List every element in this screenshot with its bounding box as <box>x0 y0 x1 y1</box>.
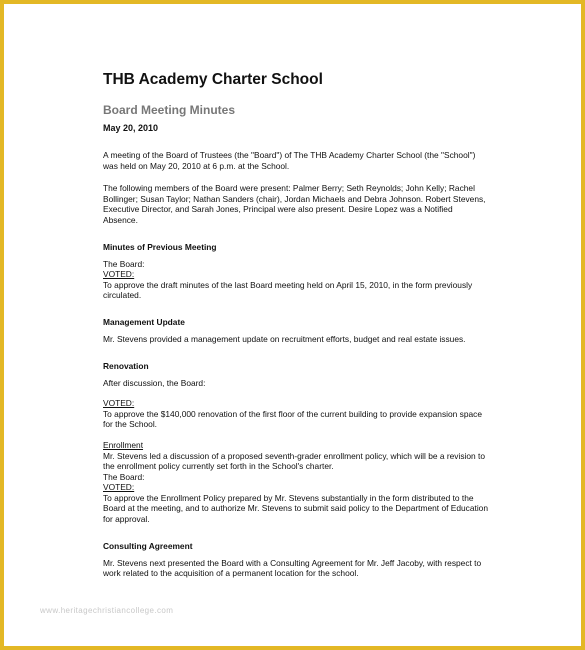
watermark: www.heritagechristiancollege.com <box>40 606 174 615</box>
document-subtitle: Board Meeting Minutes <box>103 103 236 117</box>
meeting-date: May 20, 2010 <box>103 123 159 133</box>
voted-label: VOTED: <box>103 482 135 493</box>
section-heading-management-update: Management Update <box>103 316 185 327</box>
voted-label: VOTED: <box>103 269 135 280</box>
section-heading-renovation: Renovation <box>103 360 149 371</box>
renovation-intro: After discussion, the Board: <box>103 377 206 388</box>
section-heading-enrollment: Enrollment <box>103 439 144 450</box>
document-content <box>103 70 488 579</box>
document-title: THB Academy Charter School <box>103 71 323 88</box>
intro-paragraph: A meeting of the Board of Trustees (the "Board") of The THB Academy Charter School (the "School") was held on May 20, 2010 at 6 p.m. at the School. <box>103 150 476 171</box>
board-label: The Board: <box>103 471 145 482</box>
document-page <box>4 4 581 646</box>
board-label: The Board: <box>103 258 145 269</box>
previous-minutes-text: To approve the draft minutes of the last Board meeting held on April 15, 2010, in the form previously circulated. <box>103 279 473 301</box>
enrollment-text: Mr. Stevens led a discussion of a proposed seventh-grader enrollment policy, which will be a revision to the enrollment policy currently set forth in the School's charter. <box>103 450 486 472</box>
consulting-agreement-text: Mr. Stevens next presented the Board with a Consulting Agreement for Mr. Jeff Jacoby, with respect to work related to the acquisition of a permanent location for the school. <box>103 557 482 579</box>
section-heading-previous-minutes: Minutes of Previous Meeting <box>103 241 217 252</box>
renovation-text: To approve the $140,000 renovation of the first floor of the current building to provide expansion space for the School. <box>103 408 482 430</box>
voted-label: VOTED: <box>103 398 135 409</box>
management-update-text: Mr. Stevens provided a management update on recruitment efforts, budget and real estate issues. <box>103 333 466 344</box>
section-heading-consulting-agreement: Consulting Agreement <box>103 540 193 551</box>
members-paragraph: The following members of the Board were present: Palmer Berry; Seth Reynolds; John Kelly; Rachel Bollinger; Susan Taylor; Nathan Sanders (chair), Jordan Michaels and Debra Johnson. Robert Stevens, Executive Director, and Sarah Jones, Principal were also present. Desire Lopez was a Notified Absence. <box>103 183 486 225</box>
enrollment-vote-text: To approve the Enrollment Policy prepared by Mr. Stevens substantially in the form distributed to the Board at the meeting, and to authorize Mr. Stevens to submit said policy to the Department of Education for approval. <box>103 492 488 525</box>
